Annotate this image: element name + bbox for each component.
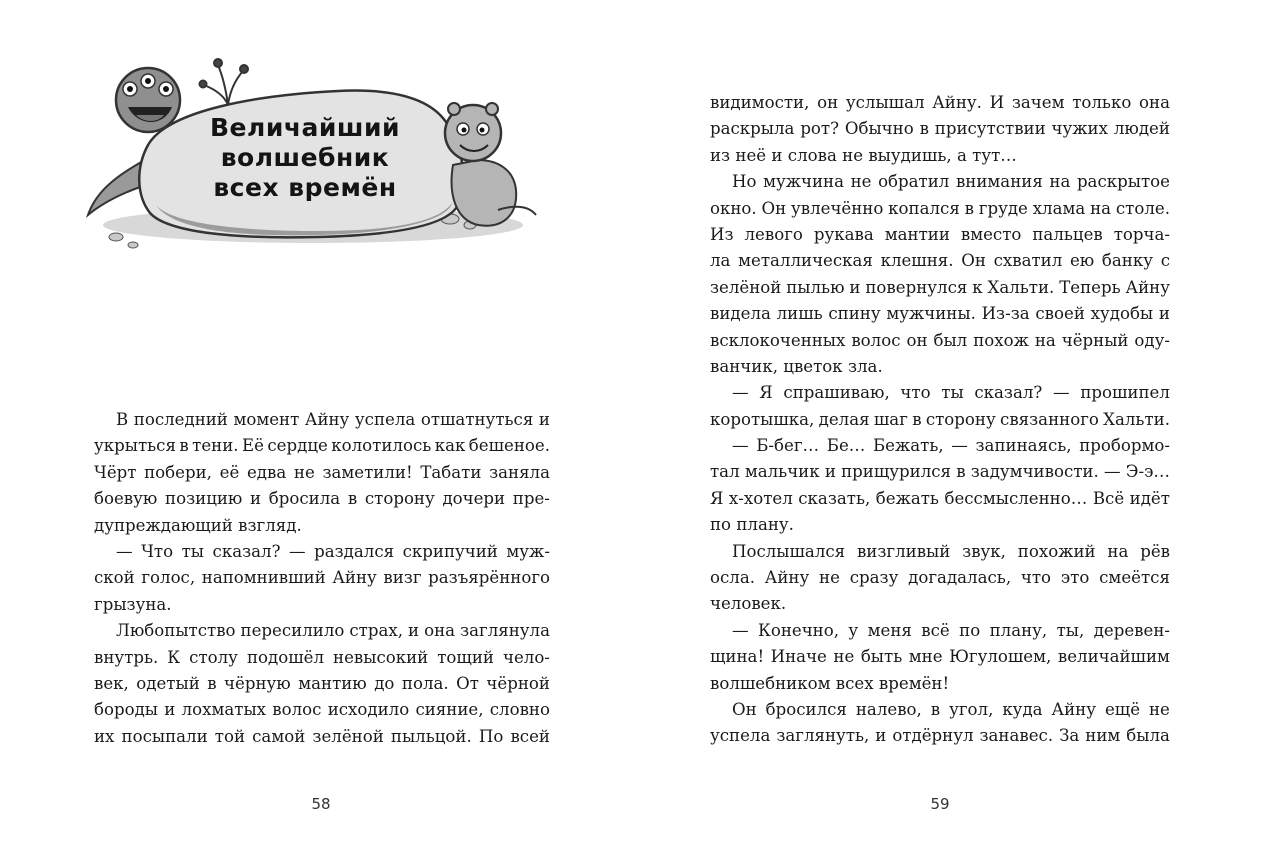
chapter-title-line: волшебник [220, 143, 390, 172]
text-line: окно. Он увлечённо копался в груде хлама на столе. [710, 198, 1170, 218]
sprout-icon [200, 59, 249, 105]
text-line: В последний момент Айну успела отшатнуться и [116, 410, 550, 429]
text-line: Послышался визгливый звук, похожий на рёв [732, 541, 1170, 561]
text-line: ской голос, напомнивший Айну визг разъярённого [94, 568, 550, 588]
text-line: ванчик, цветок зла. [710, 356, 883, 376]
text-line: боевую позицию и бросила в сторону дочери пре- [94, 489, 550, 509]
text-line: раскрыла рот? Обычно в присутствии чужих людей [710, 119, 1170, 139]
text-line: всклокоченных волос он был похож на чёрный оду- [710, 330, 1170, 350]
text-line: тал мальчик и прищурился в задумчивости. — Э-э… [710, 462, 1170, 482]
text-line: укрыться в тени. Её сердце колотилось как бешеное. [94, 436, 550, 456]
pebble [109, 233, 123, 241]
text-line: ла металлическая клешня. Он схватил ею банку с [710, 251, 1170, 271]
text-line: дупреждающий взгляд. [94, 515, 302, 535]
text-line: — Конечно, у меня всё по плану, ты, деревен- [732, 620, 1170, 640]
text-line: волшебником всех времён! [710, 673, 950, 693]
three-eyed-creature [116, 68, 180, 132]
text-line: по плану. [710, 515, 794, 535]
chapter-title [205, 113, 405, 203]
text-line: щина! Иначе не быть мне Югулошем, величайшим [710, 647, 1170, 667]
text-line: Чёрт побери, её едва не заметили! Табати заняла [94, 462, 550, 482]
text-line: осла. Айну не сразу догадалась, что это смеётся [710, 568, 1170, 588]
text-line: — Я спрашиваю, что ты сказал? — прошипел [732, 383, 1170, 403]
text-line: видела лишь спину мужчины. Из-за своей худобы и [710, 304, 1170, 324]
text-line: Я х-хотел сказать, бежать бессмысленно… Всё идёт [710, 488, 1170, 508]
page-number-left: 58 [311, 795, 331, 813]
text-line: Из левого рукава мантии вместо пальцев торча- [710, 224, 1170, 244]
text-line: из неё и слова не выудишь, а тут… [710, 145, 1017, 165]
sitting-creature [445, 103, 536, 226]
text-line: коротышка, делая шаг в сторону связанного Хальти. [710, 409, 1170, 429]
right-page [631, 0, 1262, 856]
text-line: грызуна. [94, 594, 172, 614]
text-line: Но мужчина не обратил внимания на раскрытое [732, 172, 1170, 192]
text-line: зелёной пылью и повернулся к Хальти. Теперь Айну [710, 277, 1170, 297]
page-number-right: 59 [930, 795, 950, 813]
text-line: век, одетый в чёрную мантию до пола. От чёрной [94, 673, 550, 693]
text-line: их посыпали той самой зелёной пыльцой. По всей [94, 726, 550, 746]
text-line: внутрь. К столу подошёл невысокий тощий чело- [94, 647, 550, 667]
text-line: — Б-бег… Бе… Бежать, — запинаясь, пробормо- [732, 436, 1170, 456]
pebble [128, 242, 138, 248]
left-page-text [94, 407, 550, 750]
text-line: — Что ты сказал? — раздался скрипучий муж- [116, 541, 550, 561]
text-line: бороды и лохматых волос исходило сияние, словно [94, 700, 550, 720]
chapter-title-line: всех времён [213, 173, 397, 202]
text-line: Любопытство пересилило страх, и она заглянула [116, 621, 550, 641]
text-line: видимости, он услышал Айну. И зачем только она [710, 93, 1170, 112]
right-page-text [710, 90, 1170, 750]
text-line: Он бросился налево, в угол, куда Айну ещё не [732, 699, 1170, 719]
chapter-title-line: Величайший [210, 113, 400, 142]
text-line: человек. [710, 594, 787, 614]
text-line: успела заглянуть, и отдёрнул занавес. За ним была [710, 726, 1170, 746]
